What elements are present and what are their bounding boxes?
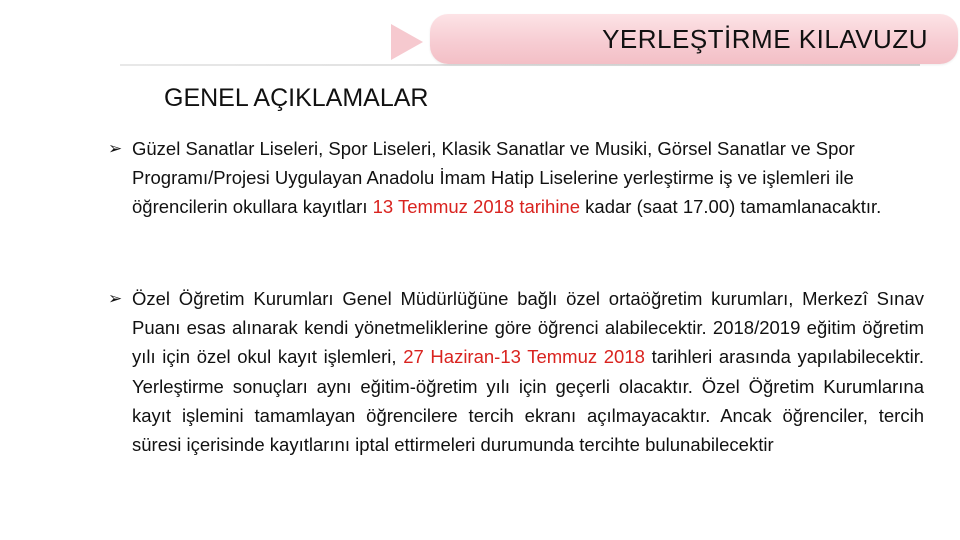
bullet-text-part: Güzel Sanatlar Liseleri, Spor Liseleri, Klasik Sanatlar ve Musiki, Görsel Sanatlar ve Spor Programı/Projesi Uygulayan Anadolu İmam Hatip Liselerine yerleştirme iş ve işlemleri ile öğrencilerin okullara kayıtları	[132, 138, 855, 218]
bullet-text-part: kadar (saat 17.00) tamamlanacaktır.	[580, 196, 882, 218]
highlighted-date: 13 Temmuz 2018 tarihine	[372, 196, 581, 218]
arrow-bullet-icon: ➢	[108, 139, 123, 158]
header-divider	[120, 64, 920, 66]
bullet-text-part: tarihleri arasında yapılabilecektir. Yerleştirme sonuçları aynı eğitim-öğretim yılı için geçerli olacaktır. Özel Öğretim Kurumlarına kayıt işlemini tamamlayan öğrencilere tercih ekranı açılmayacaktır. Ancak öğrenciler, tercih süresi içerisinde kayıtlarını iptal ettirmeleri durumunda tercihte bulunabilecektir	[132, 346, 924, 456]
bullet-text-part: Özel Öğretim Kurumları Genel Müdürlüğüne bağlı özel ortaöğretim kurumları, Merkezî Sınav Puanı esas alınarak kendi yönetmeliklerine göre öğrenci alabilecektir. 2018/2019 eğitim öğretim yılı için özel okul kayıt işlemleri,	[132, 288, 924, 368]
arrow-bullet-icon: ➢	[108, 289, 123, 308]
bullet-text	[132, 284, 924, 459]
highlighted-date: 27 Haziran-13 Temmuz 2018	[403, 346, 645, 368]
page-title: YERLEŞTİRME KILAVUZU	[602, 24, 928, 54]
triangle-pointer-icon	[391, 24, 423, 60]
section-title: GENEL AÇIKLAMALAR	[164, 84, 429, 112]
bullet-item	[108, 134, 924, 222]
bullet-item	[108, 284, 924, 459]
bullet-text	[132, 134, 924, 222]
header-banner	[430, 14, 958, 64]
